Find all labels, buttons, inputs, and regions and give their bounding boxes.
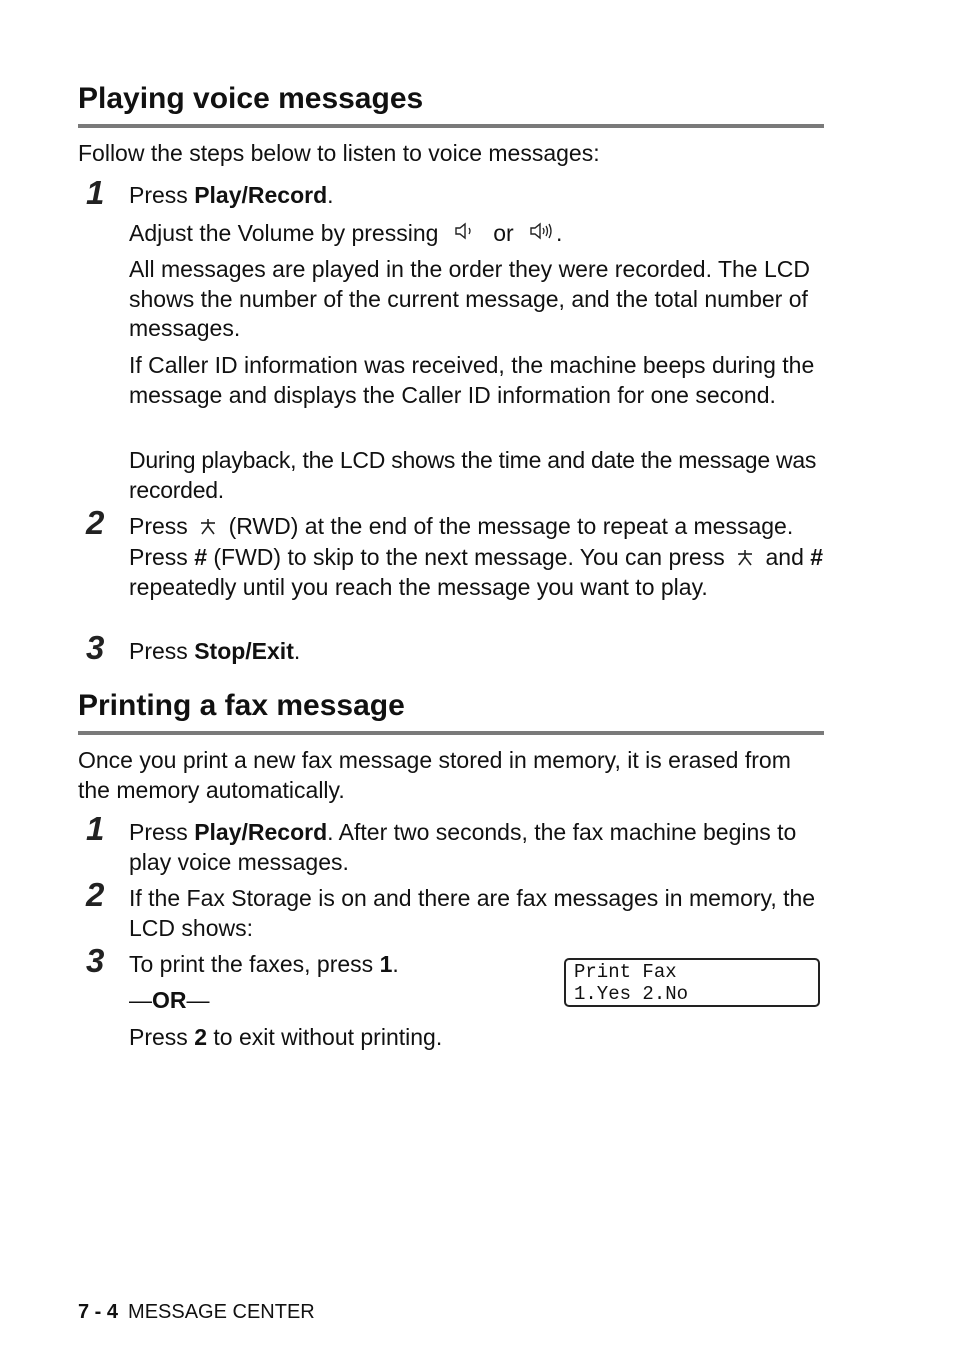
- section-intro: Once you print a new fax message stored in memory, it is erased from the memory automatically.: [78, 747, 791, 803]
- speaker-low-icon: [453, 220, 479, 250]
- key-label: 1: [379, 951, 393, 977]
- hash-key-label: #: [194, 543, 207, 570]
- asterisk-key-icon: [737, 544, 753, 574]
- lcd-display: [564, 958, 820, 1007]
- section-heading-playing-voice-messages: Playing voice messages: [78, 82, 824, 128]
- step-number: 2: [86, 504, 105, 541]
- speaker-high-icon: [528, 220, 556, 250]
- section-heading-printing-fax-message: Printing a fax message: [78, 689, 824, 735]
- or-separator: —OR—: [129, 987, 210, 1013]
- chapter-title: MESSAGE CENTER: [128, 1301, 315, 1323]
- step-text: If the Fax Storage is on and there are fax messages in memory, the LCD shows:: [129, 885, 816, 941]
- page-footer: [78, 1300, 315, 1324]
- step-number: 1: [86, 174, 105, 211]
- step-paragraph: If Caller ID information was received, the machine beeps during the message and displays the Caller ID information for one second.: [129, 352, 815, 408]
- step-number: 2: [86, 876, 105, 913]
- step-text: Press Stop/Exit.: [129, 638, 301, 664]
- step-paragraph: All messages are played in the order they were recorded. The LCD shows the number of the current message, and the total number of messages.: [129, 256, 810, 341]
- key-label: Play/Record: [194, 182, 328, 208]
- volume-instruction: Adjust the Volume by pressing or .: [129, 219, 824, 250]
- step-number: 3: [86, 942, 105, 979]
- lcd-line: Print Fax: [574, 961, 677, 983]
- step-text: Press 2 to exit without printing.: [129, 1024, 443, 1050]
- step-number: 3: [86, 629, 105, 666]
- lcd-line: 1.Yes 2.No: [574, 983, 689, 1005]
- key-label: 2: [194, 1024, 207, 1050]
- hash-key-label: #: [810, 543, 824, 570]
- step-text: Press (RWD) at the end of the message to repeat a message. Press # (FWD) to skip to the next message. You can press and # repeatedly until you reach the message you want to play.: [129, 513, 824, 601]
- step-text: To print the faxes, press 1.: [129, 951, 399, 977]
- section-intro: Follow the steps below to listen to voice messages:: [78, 140, 600, 166]
- key-label: Play/Record: [194, 819, 328, 845]
- page-number: 7 - 4: [78, 1301, 119, 1323]
- key-label: Stop/Exit: [194, 638, 294, 664]
- step-paragraph: During playback, the LCD shows the time and date the message was recorded.: [129, 447, 817, 503]
- step-text: Press Play/Record. After two seconds, the fax machine begins to play voice messages.: [129, 819, 797, 875]
- asterisk-key-icon: [200, 513, 216, 543]
- step-text: Press Play/Record.: [129, 182, 334, 208]
- step-number: 1: [86, 810, 105, 847]
